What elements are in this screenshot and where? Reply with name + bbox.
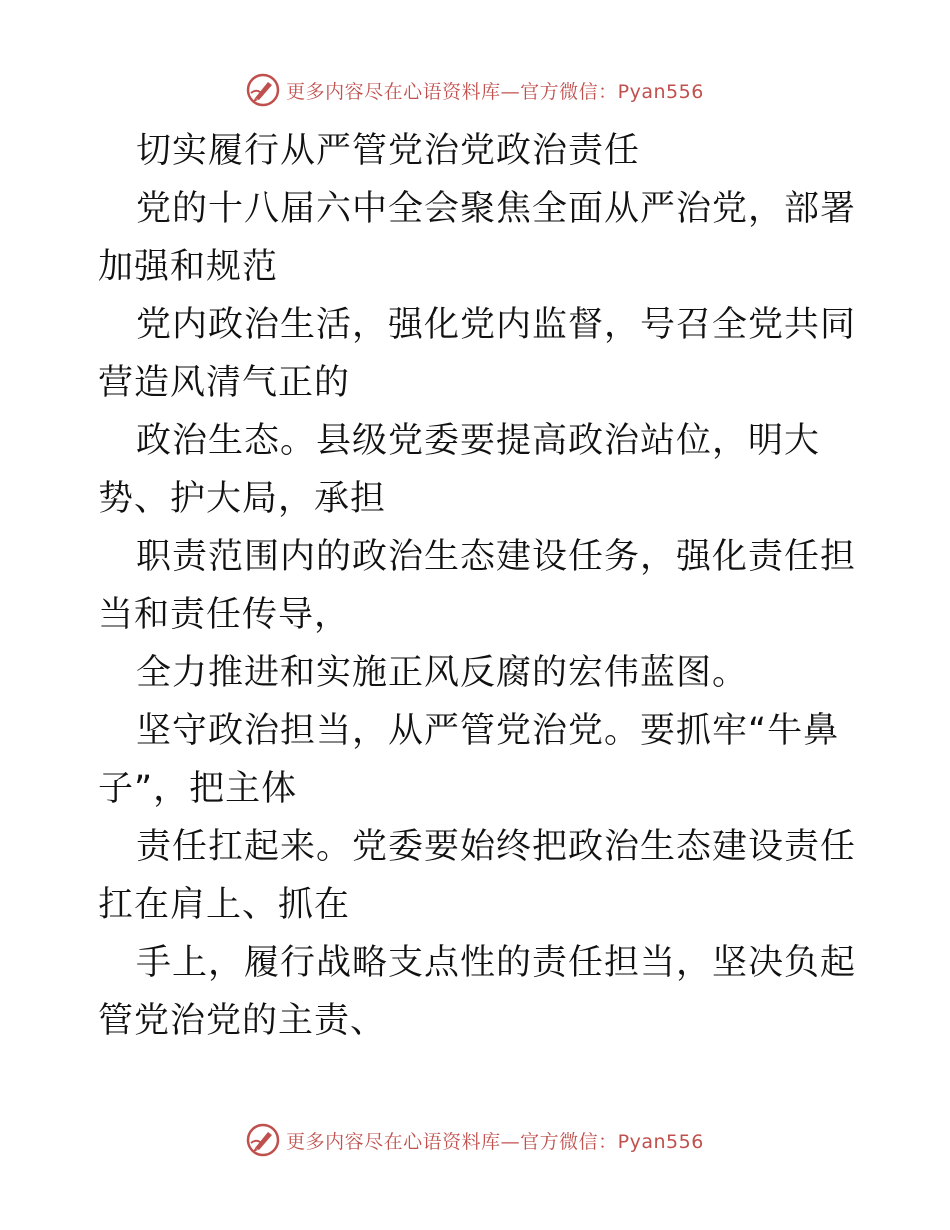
paragraph-8: 责任扛起来。党委要始终把政治生态建设责任扛在肩上、抓在 xyxy=(98,827,857,925)
paragraph-1: 切实履行从严管党治党政治责任 xyxy=(136,131,641,171)
document-body xyxy=(98,122,858,1050)
paragraph-7: 坚守政治担当，从严管党治党。要抓牢“牛鼻子”，把主体 xyxy=(98,711,840,809)
pen-logo-icon xyxy=(246,1123,280,1157)
footer-watermark-label: 更多内容尽在心语资料库—官方微信： xyxy=(286,1130,618,1153)
paragraph-9: 手上，履行战略支点性的责任担当，坚决负起管党治党的主责、 xyxy=(98,943,857,1041)
header-watermark-account: Pyan556 xyxy=(617,80,704,103)
paragraph-3: 党内政治生活，强化党内监督，号召全党共同营造风清气正的 xyxy=(98,305,857,403)
footer-watermark xyxy=(0,1120,950,1160)
paragraph-2: 党的十八届六中全会聚焦全面从严治党，部署加强和规范 xyxy=(98,189,857,287)
paragraph-6: 全力推进和实施正风反腐的宏伟蓝图。 xyxy=(136,653,749,693)
header-watermark-text xyxy=(286,77,704,104)
header-watermark-label: 更多内容尽在心语资料库—官方微信： xyxy=(286,80,618,103)
paragraph-4: 政治生态。县级党委要提高政治站位，明大势、护大局，承担 xyxy=(98,421,821,519)
pen-logo-icon xyxy=(246,73,280,107)
paragraph-5: 职责范围内的政治生态建设任务，强化责任担当和责任传导， xyxy=(98,537,857,635)
header-watermark-inner xyxy=(246,73,704,107)
footer-watermark-text xyxy=(286,1127,704,1154)
footer-watermark-account: Pyan556 xyxy=(617,1130,704,1153)
footer-watermark-inner xyxy=(246,1123,704,1157)
header-watermark xyxy=(0,70,950,110)
